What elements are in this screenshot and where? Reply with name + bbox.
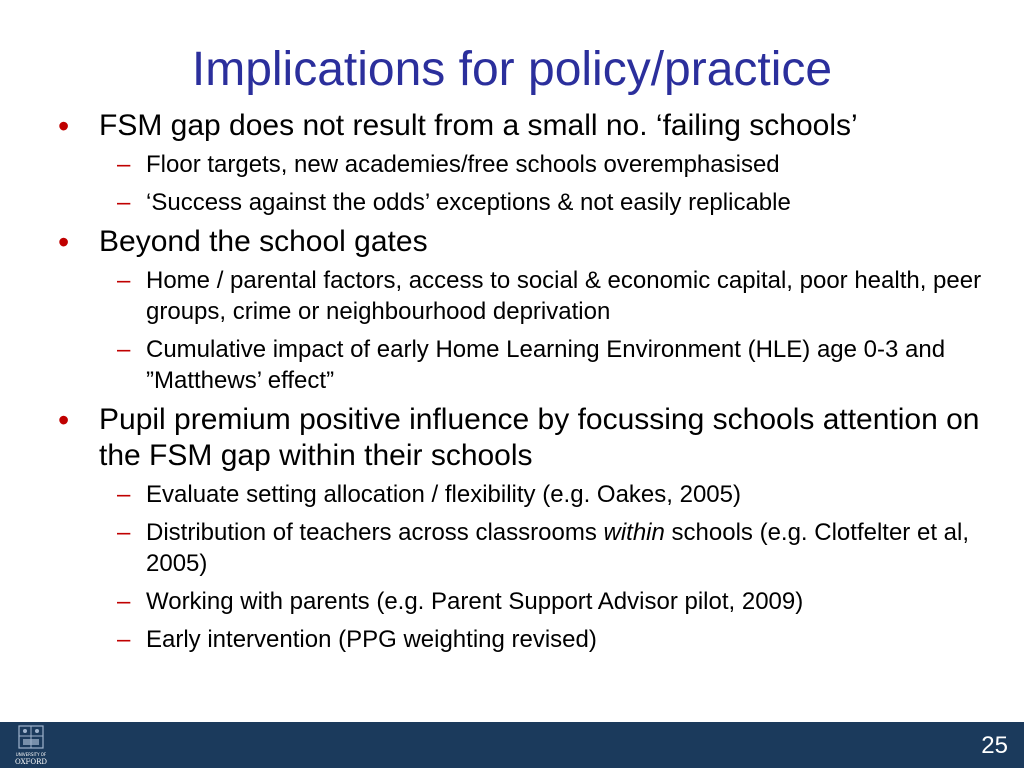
- sub-item: [58, 624, 998, 655]
- sub-text: Early intervention (PPG weighting revised): [146, 626, 597, 653]
- logo-text-line1: UNIVERSITY OF: [15, 752, 47, 757]
- sub-item: [58, 149, 998, 180]
- dash-icon: –: [117, 336, 131, 363]
- italic-emphasis: within: [603, 519, 665, 546]
- sub-item: [58, 479, 998, 510]
- sub-text: Evaluate setting allocation / flexibility (e.g. Oakes, 2005): [146, 481, 741, 508]
- slide-title: Implications for policy/practice: [191, 43, 833, 96]
- bullet-text: FSM gap does not result from a small no. ‘failing schools’: [99, 109, 858, 142]
- bullet-icon: •: [58, 224, 70, 260]
- dash-icon: –: [117, 481, 131, 508]
- logo-text-line2: OXFORD: [14, 758, 48, 766]
- bullet-item: [58, 108, 998, 218]
- sub-text: Floor targets, new academies/free schools overemphasised: [146, 151, 780, 178]
- sub-item: [58, 334, 998, 396]
- sub-item: [58, 586, 998, 617]
- sub-text: ‘Success against the odds’ exceptions & not easily replicable: [146, 189, 791, 216]
- page-number: 25: [981, 732, 1008, 759]
- sub-list: [99, 149, 998, 218]
- footer-bar: [0, 722, 1024, 768]
- dash-icon: –: [117, 626, 131, 653]
- sub-item: [58, 517, 998, 579]
- dash-icon: –: [117, 189, 131, 216]
- sub-item: [58, 187, 998, 218]
- dash-icon: –: [117, 588, 131, 615]
- sub-item: [58, 265, 998, 327]
- bullet-item: [58, 402, 998, 655]
- bullet-item: [58, 224, 998, 396]
- oxford-logo-icon: [8, 722, 54, 768]
- sub-text: Cumulative impact of early Home Learning Environment (HLE) age 0-3 and ”Matthews’ effect”: [146, 336, 946, 394]
- sub-text: Home / parental factors, access to social & economic capital, poor health, peer groups, crime or neighbourhood deprivation: [146, 267, 982, 325]
- bullet-icon: •: [58, 402, 70, 438]
- bullet-icon: •: [58, 108, 70, 144]
- slide-content: [58, 104, 998, 657]
- dash-icon: –: [117, 519, 131, 546]
- bullet-text: Beyond the school gates: [99, 225, 428, 258]
- dash-icon: –: [117, 151, 131, 178]
- bullet-text: Pupil premium positive influence by focussing schools attention on the FSM gap within their schools: [99, 403, 980, 472]
- sub-list: [99, 265, 998, 396]
- sub-text: Working with parents (e.g. Parent Support Advisor pilot, 2009): [146, 588, 804, 615]
- sub-list: [99, 479, 998, 655]
- dash-icon: –: [117, 267, 131, 294]
- sub-text: Distribution of teachers across classrooms within schools (e.g. Clotfelter et al, 2005): [146, 519, 969, 577]
